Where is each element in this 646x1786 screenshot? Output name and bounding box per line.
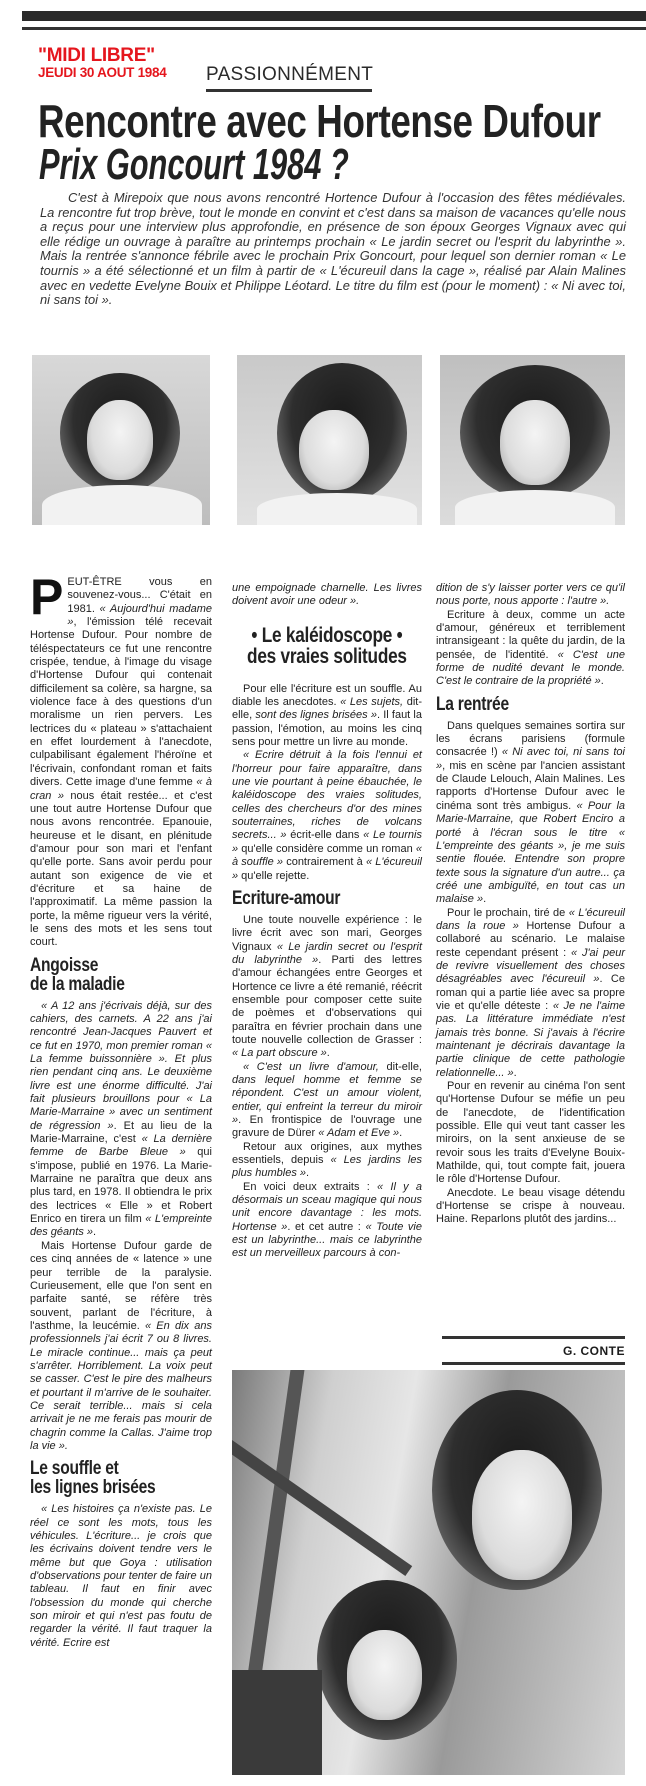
quoted-text: « Il y a désormais un sceau magique qui nous unit encore davantage : les mots. Hortense » (232, 1180, 423, 1233)
body-text: . Il faut la passion, l'émotion, au moins les cinq sens pour mettre un livre au monde. (232, 709, 422, 749)
body-text: En voici deux extraits : (243, 1180, 378, 1193)
quoted-text: « A 12 ans j'écrivais déjà, sur des cahiers, des carnets. A 22 ans j'ai rencontré Jean-Jacques Pauvert et ce fut en 1970, mon premier roman « La femme buissonnière ». Et plus rien pendant cinq ans. Le deuxième livre est une énorme difficulté. J'ai fait plusieurs brouillons pour « La Marie-Marraine » avec un sentiment de régression » (30, 999, 212, 1132)
body-text: qui s'impose, publié en 1976. La Marie-Marraine ne paraîtra que deux ans plus tard, en 1978. Il obtiendra le prix des lectrices « Elle » et Robert Enrico en tirera un film (30, 1146, 212, 1226)
headline: Rencontre avec Hortense Dufour (38, 95, 601, 147)
quoted-text: « Toute vie est un labyrinthe... mais ce labyrinthe est un merveilleux parcours à con- (232, 1220, 422, 1260)
section-heading-line: La rentrée (436, 693, 509, 715)
body-text: Une toute nouvelle expérience : le livre écrit avec son mari, Georges Vignaux (232, 913, 422, 953)
article-column-1 (30, 569, 213, 1650)
portrait-photo-2 (237, 355, 422, 525)
body-text: . En frontispice de l'ouvrage une gravure de Dürer (232, 1114, 422, 1140)
body-text: Ecriture à deux, comme un acte d'amour, généreux et terriblement intransigeant : la quête du jardin, de la pensée, de l'identité. (436, 608, 625, 661)
body-text: Anecdote. Le beau visage détendu d'Hortense se crispe à nouveau. Haine. Reparlons plutôt des jardins... (436, 1186, 625, 1226)
article-paragraph (436, 720, 625, 907)
article-paragraph (30, 1000, 212, 1240)
body-text: Pour le prochain, tiré de (447, 906, 569, 919)
body-text: . (600, 675, 604, 688)
body-text: . (513, 1066, 517, 1079)
body-text: Retour aux origines, aux mythes essentiels, depuis (232, 1140, 422, 1167)
body-text: Mais Hortense Dufour garde de ces cinq années de « latence » une peur terrible de la paralysie. Curieusement, elle que l'on sent en parfaite santé, se réfère très souvent, parlant de l'écriture, à l'asthme, la leucémie. (30, 1239, 212, 1332)
signature-rule-top (442, 1336, 625, 1339)
body-text: . et cet autre : (287, 1220, 366, 1233)
section-heading-line: les lignes brisées (30, 1477, 156, 1499)
section-heading (232, 625, 422, 667)
article-paragraph (30, 1503, 212, 1650)
body-text: EUT-ÊTRE vous en souvenez-vous... C'était en 1981. (67, 576, 212, 615)
article-column-3 (436, 582, 625, 1227)
section-heading-line: Ecriture-amour (232, 887, 341, 909)
body-text: . (483, 893, 487, 906)
top-rule-thick (22, 11, 646, 21)
body-text: . (306, 1167, 310, 1180)
subheadline: Prix Goncourt 1984 ? (39, 140, 349, 189)
article-paragraph (30, 1240, 212, 1454)
body-text: écrit-elle dans (286, 829, 364, 842)
article-paragraph (232, 1141, 422, 1181)
quoted-text: sont des lignes brisées » (255, 709, 377, 722)
section-heading-line: de la maladie (30, 973, 125, 995)
section-heading (30, 956, 212, 994)
body-text: , mis en scène par l'ancien assistant de Claude Lelouch, Alain Malines. Les rapports d'Hortense Dufour avec le cinéma sont très ambigus. (436, 759, 625, 812)
body-text: dit-elle, (232, 696, 422, 722)
body-text: Dans quelques semaines sortira sur les écrans parisiens (formule consacrée !) (436, 719, 625, 759)
article-paragraph (232, 1061, 422, 1141)
section-heading (436, 695, 625, 714)
body-text: qu'elle rejette. (238, 869, 310, 882)
quoted-text: « Adam et Eve » (318, 1127, 400, 1140)
body-text: Pour en revenir au cinéma l'on sent qu'Hortense Dufour se méfie un peu de l'anecdote, de l'identification possible. Elle qui veut tant casser les miroirs, on la sent anxieuse de se revoir sous les traits d'Evelyne Bouix-Mathilde, qui, tout compte fait, jouera le rôle d'Hortense Dufour. (436, 1080, 625, 1186)
quoted-text: « En dix ans professionnels j'ai écrit 7 ou 8 livres. Le miracle continue... mais ça peut s'arrêter. Horriblement. La voix peut se casser. C'est le pire des malheurs et pourtant il m'arrive de le souhaiter. Ce serait terrible... mais si cela arrivait je ne me ferais pas mourir de chagrin comme la Callas. J'aime trop la vie ». (30, 1319, 212, 1452)
article-paragraph (436, 1187, 625, 1227)
quoted-text: « Je ne l'aime pas. La littérature immédiate n'est jamais très bonne. Si j'avais à l'écrire maintenant je décrirais davantage la partie clinique de cette pathologie relationnelle... » (436, 999, 625, 1079)
body-text: . (399, 1127, 403, 1140)
article-paragraph (30, 569, 213, 950)
quoted-text: « Ecrire détruit à la fois l'ennui et l'horreur pour faire apparaître, dans une vie pourtant à peine ébauchée, le kaléidoscope des vraies solitudes, celles des chercheurs d'or des mines souterraines, riches de volcans secrets... » (232, 749, 422, 842)
quoted-text: « L'écureuil dans la roue » (436, 906, 625, 932)
quoted-text: « La part obscure » (232, 1047, 327, 1060)
body-text: . (93, 1226, 97, 1239)
quoted-text: dans lequel homme et femme se répondent. C'est un amour violent, entier, qui enfreint la terreur du miroir » (232, 1073, 422, 1126)
rubric-underline (206, 89, 372, 92)
quoted-text: « Les sujets, (340, 696, 404, 709)
quoted-text: « La dernière femme de Barbe Bleue » (30, 1133, 212, 1159)
body-text: . Et au lieu de la Marie-Marraine, c'est (30, 1119, 212, 1146)
section-heading (30, 1459, 212, 1497)
quoted-text: dition de s'y laisser porter vers ce qu'il nous porte, nous apporte : l'autre ». (436, 582, 625, 608)
couple-photo (232, 1370, 625, 1775)
quoted-text: une empoignade charnelle. Les livres doivent avoir une odeur ». (232, 582, 422, 608)
quoted-text: « Le jardin secret ou l'esprit du labyrinthe » (232, 940, 422, 966)
body-text: . Ce roman qui a partie liée avec sa propre vie et qu'elle déteste : (436, 973, 625, 1012)
article-paragraph (232, 1181, 422, 1261)
section-heading-line: Angoisse (30, 954, 99, 976)
quoted-text: « C'est une forme de nudité devant le monde. C'est le contraire de la propriété » (436, 648, 625, 688)
publication-date: JEUDI 30 AOUT 1984 (38, 65, 167, 80)
body-text: . Parti des lettres d'amour échangées entre Georges et Hortence ce livre a été remanié, réécrit ensemble pour composer cette suite de poèmes et d'observations qui paraîtra en février prochain dans une toute nouvelle collection de Grasser : (232, 953, 422, 1046)
quoted-text: « L'empreinte des géants » (30, 1213, 212, 1239)
body-text: . (326, 1047, 330, 1060)
body-text: , l'émission télé recevait Hortense Dufour. Pour nombre de téléspectateurs ce fut une rencontre crispée, tendue, à l'image du visage d'Hortense Dufour qui contenait difficilement sa colère, sa hargne, sa violence face à des questions d'un moralisme un rien pervers. Les lectrices du « plateau » s'attachaient en effet lourdement à l'anecdote, culpabilisant également l'héroïne et l'écrivain, confondant roman et faits divers. Cette image d'une femme (30, 616, 212, 789)
quoted-text: « à souffle » (232, 842, 422, 869)
section-rubric: PASSIONNÉMENT (206, 64, 374, 85)
quoted-text: « Les jardins les plus humbles » (232, 1154, 422, 1180)
article-paragraph (436, 907, 625, 1080)
intro-paragraph: C'est à Mirepoix que nous avons rencontré Hortence Dufour à l'occasion des fêtes médiévales. La rencontre fut trop brève, tout le monde en convint et c'est dans sa maison de vacances qu'elle nous a reçus pour une interview plus approfondie, en présence de son époux Georges Vignaux avec qui elle rédige un ouvrage à paraître au printemps prochain « Le jardin secret ou l'esprit du labyrinthe ». Mais la rentrée s'annonce fébrile avec le prochain Prix Goncourt, pour lequel son dernier roman « Le tournis » a été sélectionné et un film à partir de « L'écureuil dans la cage », réalisé par Alain Malines avec en vedette Evelyne Bouix et Philippe Léotard. Le titre du film est (pour le moment) : « Ni avec toi, ni sans toi ». (40, 190, 626, 308)
newspaper-name: "MIDI LIBRE" (38, 45, 155, 66)
drop-cap: P (30, 569, 64, 625)
portrait-photo-1 (32, 355, 210, 525)
article-paragraph (436, 609, 625, 689)
body-text: Hortense Dufour a collaboré au scénario. Le malaise reste cependant présent : (436, 919, 625, 959)
author-signature: G. CONTE (562, 1344, 625, 1358)
body-text: qu'elle considère comme un roman (238, 842, 416, 855)
signature-rule-bottom (442, 1362, 625, 1365)
quoted-text: « Ni avec toi, ni sans toi » (436, 746, 625, 772)
quoted-text: « Aujourd'hui madame » (67, 602, 212, 629)
body-text: dit-elle, (378, 1060, 422, 1073)
quoted-text: « J'ai peur de revivre visuellement des choses désagréables avec l'écureuil » (436, 946, 625, 986)
quoted-text: « L'écureuil » (232, 856, 422, 882)
quoted-text: « à cran » (30, 776, 213, 802)
article-paragraph (232, 914, 422, 1061)
section-heading-line: des vraies solitudes (247, 644, 407, 668)
article-column-2 (232, 582, 422, 1261)
body-text: contrairement à (283, 856, 366, 869)
portrait-photo-3 (440, 355, 625, 525)
section-heading-line: Le souffle et (30, 1458, 119, 1480)
article-paragraph (232, 582, 422, 609)
body-text: nous était restée... et c'est une tout autre Hortense Dufour que nous avons rencontrée. Epanouie, heureuse et le disant, en plénitude d'amour pour son mari et l'enfant qu'elle porte. Sans avoir perdu pour autant son exigence de vie et d'écriture et sa haine de l'approximatif. La même passion la porte, la même rigueur vers la vérité, le sens des mots et les sens tout court. (30, 789, 212, 949)
section-heading-line: • Le kaléidoscope • (251, 623, 403, 647)
body-text: Pour elle l'écriture est un souffle. Au diable les anecdotes. (232, 682, 422, 709)
article-paragraph (232, 683, 422, 750)
article-paragraph (232, 749, 422, 882)
quoted-text: « Pour la Marie-Marraine, que Robert Enciro a porté à l'écran sous le titre « L'empreinte des géants », je me suis sentie flouée. Entendre son propre texte sous la signature d'un autre... ça créé une ambiguïté, en tout cas un malaise » (436, 799, 626, 906)
quoted-text: « C'est un livre d'amour, (243, 1060, 379, 1073)
article-paragraph (436, 582, 625, 609)
top-rule-thin (22, 27, 646, 30)
newspaper-masthead (38, 47, 166, 80)
article-paragraph (436, 1080, 625, 1187)
section-heading (232, 889, 422, 908)
quoted-text: « Les histoires ça n'existe pas. Le réel ce sont les mots, tous les véhicules. L'écriture... je crois que les écrivains doivent tendre vers le même but que Goya : utilisation d'observations pour tenter de faire un tableau. Il faut en finir avec l'obsession du monde qui cherche son miroir et qui n'est pas foutu de regarder la vérité. Il faut traquer la vérité. Ecrire est (30, 1503, 212, 1649)
quoted-text: « Le tournis » (232, 829, 422, 855)
